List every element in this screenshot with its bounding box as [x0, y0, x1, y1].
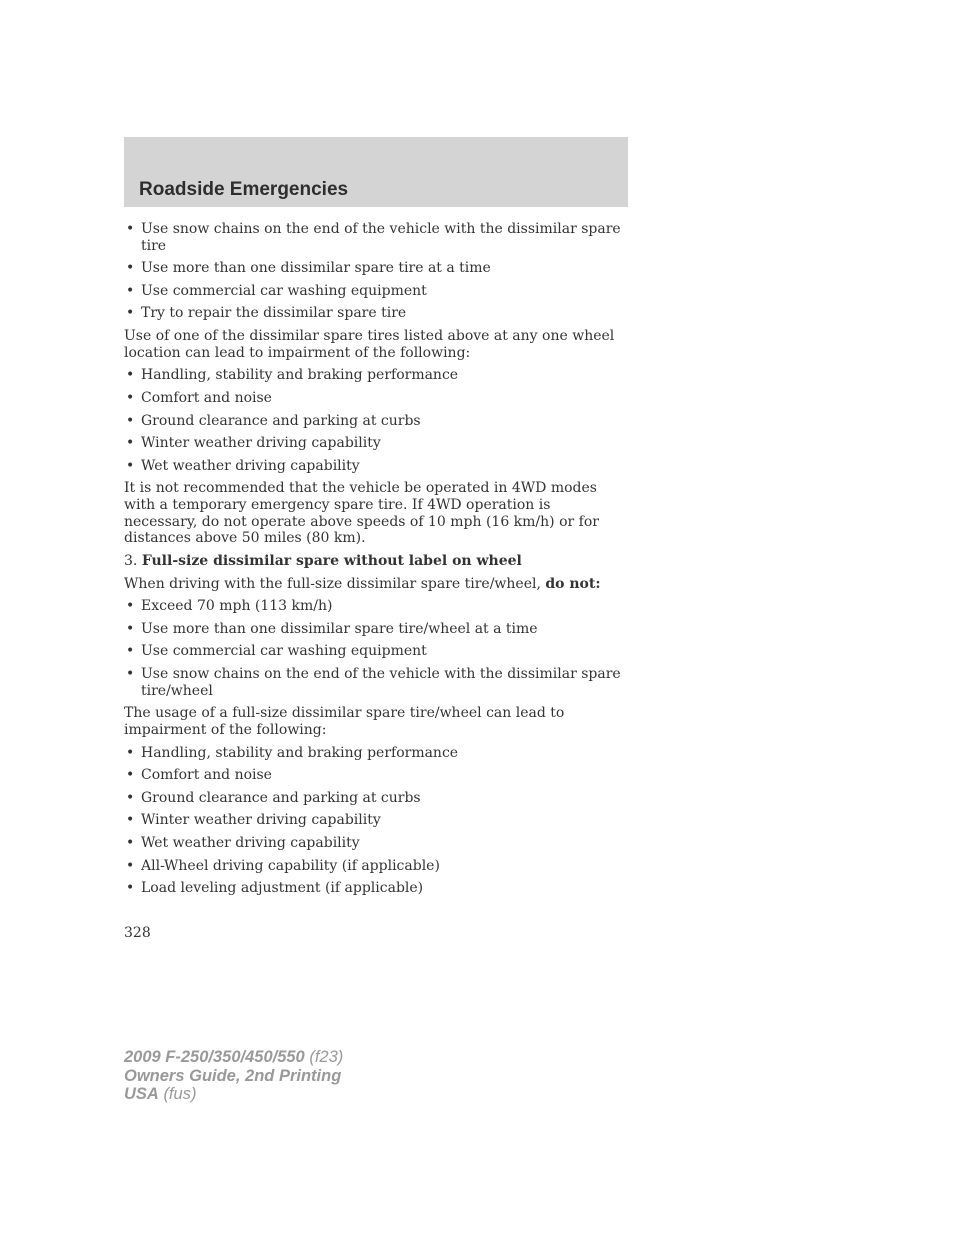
4wd-warning-paragraph: It is not recommended that the vehicle be operated in 4WD modes with a temporary emergency spare tire. If 4WD operation is necessary, do not operate above speeds of 10 mph (16 km/h) or for distances above 50 miles (80 km).	[124, 480, 599, 547]
full-size-impairment-intro-paragraph: The usage of a full-size dissimilar spare tire/wheel can lead to impairment of the following:	[124, 705, 565, 739]
list-item: • Ground clearance and parking at curbs	[124, 790, 628, 807]
page-content	[124, 221, 628, 903]
footer-guide: Owners Guide, 2nd Printing	[124, 1066, 342, 1085]
list-item: • Comfort and noise	[124, 390, 628, 407]
full-size-spare-intro-paragraph	[124, 576, 628, 593]
intro-emphasis: do not:	[545, 575, 601, 592]
impairment-list	[124, 367, 628, 474]
footer-model: 2009 F-250/350/450/550	[124, 1048, 305, 1066]
list-item: • Ground clearance and parking at curbs	[124, 413, 628, 430]
list-item: • Use snow chains on the end of the vehicle with the dissimilar spare tire/wheel	[124, 666, 628, 699]
intro-text: When driving with the full-size dissimilar spare tire/wheel,	[124, 575, 541, 592]
footer-guide-line	[124, 1067, 343, 1086]
section-heading-text: Full-size dissimilar spare without label on wheel	[141, 553, 522, 570]
footer-model-code: (f23)	[309, 1048, 344, 1066]
document-footer	[124, 1048, 343, 1104]
section-header	[124, 137, 628, 207]
footer-region-code: (fus)	[163, 1085, 197, 1103]
dissimilar-spare-restrictions-list	[124, 221, 628, 322]
footer-region: USA	[124, 1085, 159, 1103]
list-item: • Comfort and noise	[124, 767, 628, 784]
full-size-impairment-list	[124, 745, 628, 897]
list-item: • Use more than one dissimilar spare tire at a time	[124, 260, 628, 277]
list-item: • Try to repair the dissimilar spare tire	[124, 305, 628, 322]
list-item: • Use snow chains on the end of the vehicle with the dissimilar spare tire	[124, 221, 628, 254]
page-number: 328	[124, 925, 151, 941]
footer-model-line	[124, 1048, 343, 1067]
list-item: • Winter weather driving capability	[124, 435, 628, 452]
list-item: • All-Wheel driving capability (if applicable)	[124, 858, 628, 875]
section-number: 3.	[124, 553, 138, 570]
section-title: Roadside Emergencies	[139, 179, 349, 200]
list-item: • Handling, stability and braking performance	[124, 367, 628, 384]
list-item: • Use commercial car washing equipment	[124, 283, 628, 300]
list-item: • Use commercial car washing equipment	[124, 643, 628, 660]
footer-region-line	[124, 1085, 343, 1104]
impairment-intro-paragraph: Use of one of the dissimilar spare tires listed above at any one wheel location can lead to impairment of the following:	[124, 328, 615, 361]
section-3-heading	[124, 553, 628, 570]
list-item: • Winter weather driving capability	[124, 812, 628, 829]
full-size-spare-restrictions-list	[124, 598, 628, 699]
list-item: • Load leveling adjustment (if applicable)	[124, 880, 628, 897]
list-item: • Wet weather driving capability	[124, 458, 628, 475]
list-item: • Use more than one dissimilar spare tire/wheel at a time	[124, 621, 628, 638]
list-item: • Wet weather driving capability	[124, 835, 628, 852]
list-item: • Handling, stability and braking performance	[124, 745, 628, 762]
list-item: • Exceed 70 mph (113 km/h)	[124, 598, 628, 615]
